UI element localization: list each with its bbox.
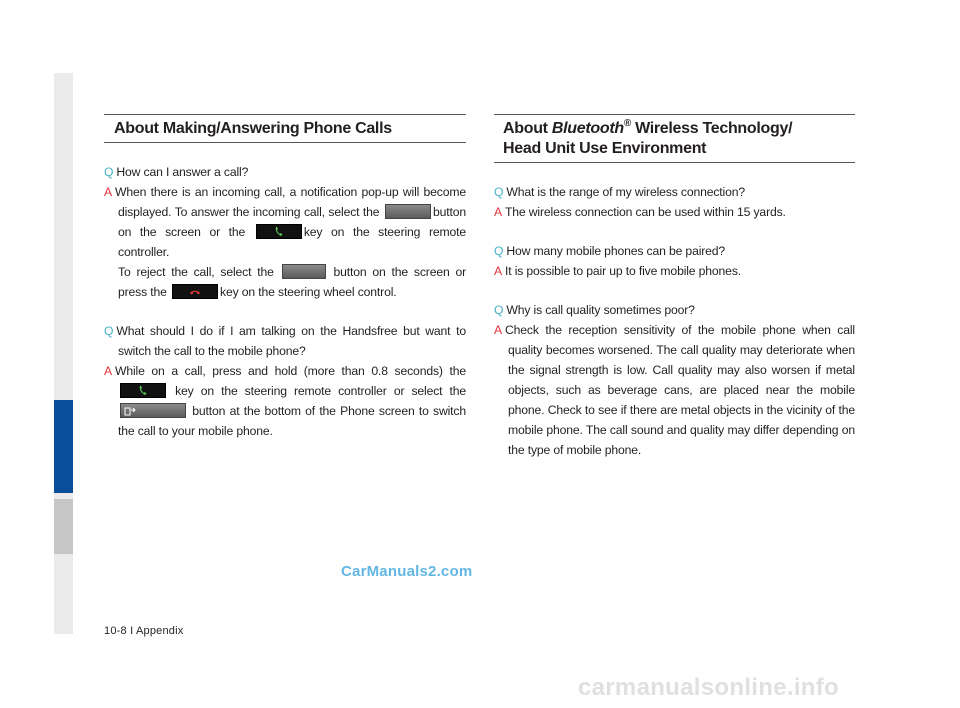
qa-block — [104, 162, 466, 441]
qa-block — [494, 182, 855, 460]
phone-switch-icon — [124, 405, 136, 416]
answer: A While on a call, press and hold (more than 0.8 seconds) the key on the steering remote controller or select the button at the bottom of the Phone screen to switch the call to your mobile phone. — [104, 364, 466, 438]
switch-button-image — [120, 403, 186, 418]
right-column — [494, 114, 855, 460]
end-key-image — [172, 284, 218, 299]
phone-answer-icon — [137, 384, 149, 397]
question: Q What is the range of my wireless connection? — [494, 185, 745, 199]
section-heading-calls: About Making/Answering Phone Calls — [104, 114, 466, 143]
call-key-image — [120, 383, 166, 398]
phone-hangup-icon — [188, 285, 202, 298]
answer: A It is possible to pair up to five mobile phones. — [494, 264, 741, 278]
question: Q How can I answer a call? — [104, 165, 249, 179]
answer-cont: To reject the call, select the button on the screen or press the key on the steering wheel control. — [118, 265, 466, 299]
chapter-tab-active — [54, 400, 73, 493]
watermark-bottom: carmanualsonline.info — [578, 674, 840, 701]
call-key-image — [256, 224, 302, 239]
question: Q What should I do if I am talking on the Handsfree but want to switch the call to the mobile phone? — [104, 324, 466, 358]
watermark-link[interactable]: CarManuals2.com — [341, 563, 473, 580]
phone-answer-icon — [273, 225, 285, 238]
answer: A When there is an incoming call, a notification pop-up will become displayed. To answer the incoming call, select the button on the screen or the key on the steering remote controller. — [104, 185, 466, 259]
accept-button-image — [385, 204, 431, 219]
chapter-tab — [54, 499, 73, 554]
left-column — [104, 114, 466, 441]
reject-button-image — [282, 264, 326, 279]
page-footer: 10-8 I Appendix — [104, 625, 184, 637]
section-heading-bluetooth: About Bluetooth® Wireless Technology/ Head Unit Use Environment — [494, 114, 855, 163]
question: Q How many mobile phones can be paired? — [494, 244, 726, 258]
answer: A The wireless connection can be used within 15 yards. — [494, 205, 786, 219]
question: Q Why is call quality sometimes poor? — [494, 303, 695, 317]
answer: A Check the reception sensitivity of the mobile phone when call quality becomes worsened. The call quality may deteriorate when the signal strength is low. Call quality may also worsen if metal objects, such as beverage cans, are placed near the mobile phone. Check to see if there are metal objects in the vicinity of the mobile phone. The call sound and quality may differ depending on the type of mobile phone. — [494, 323, 855, 457]
